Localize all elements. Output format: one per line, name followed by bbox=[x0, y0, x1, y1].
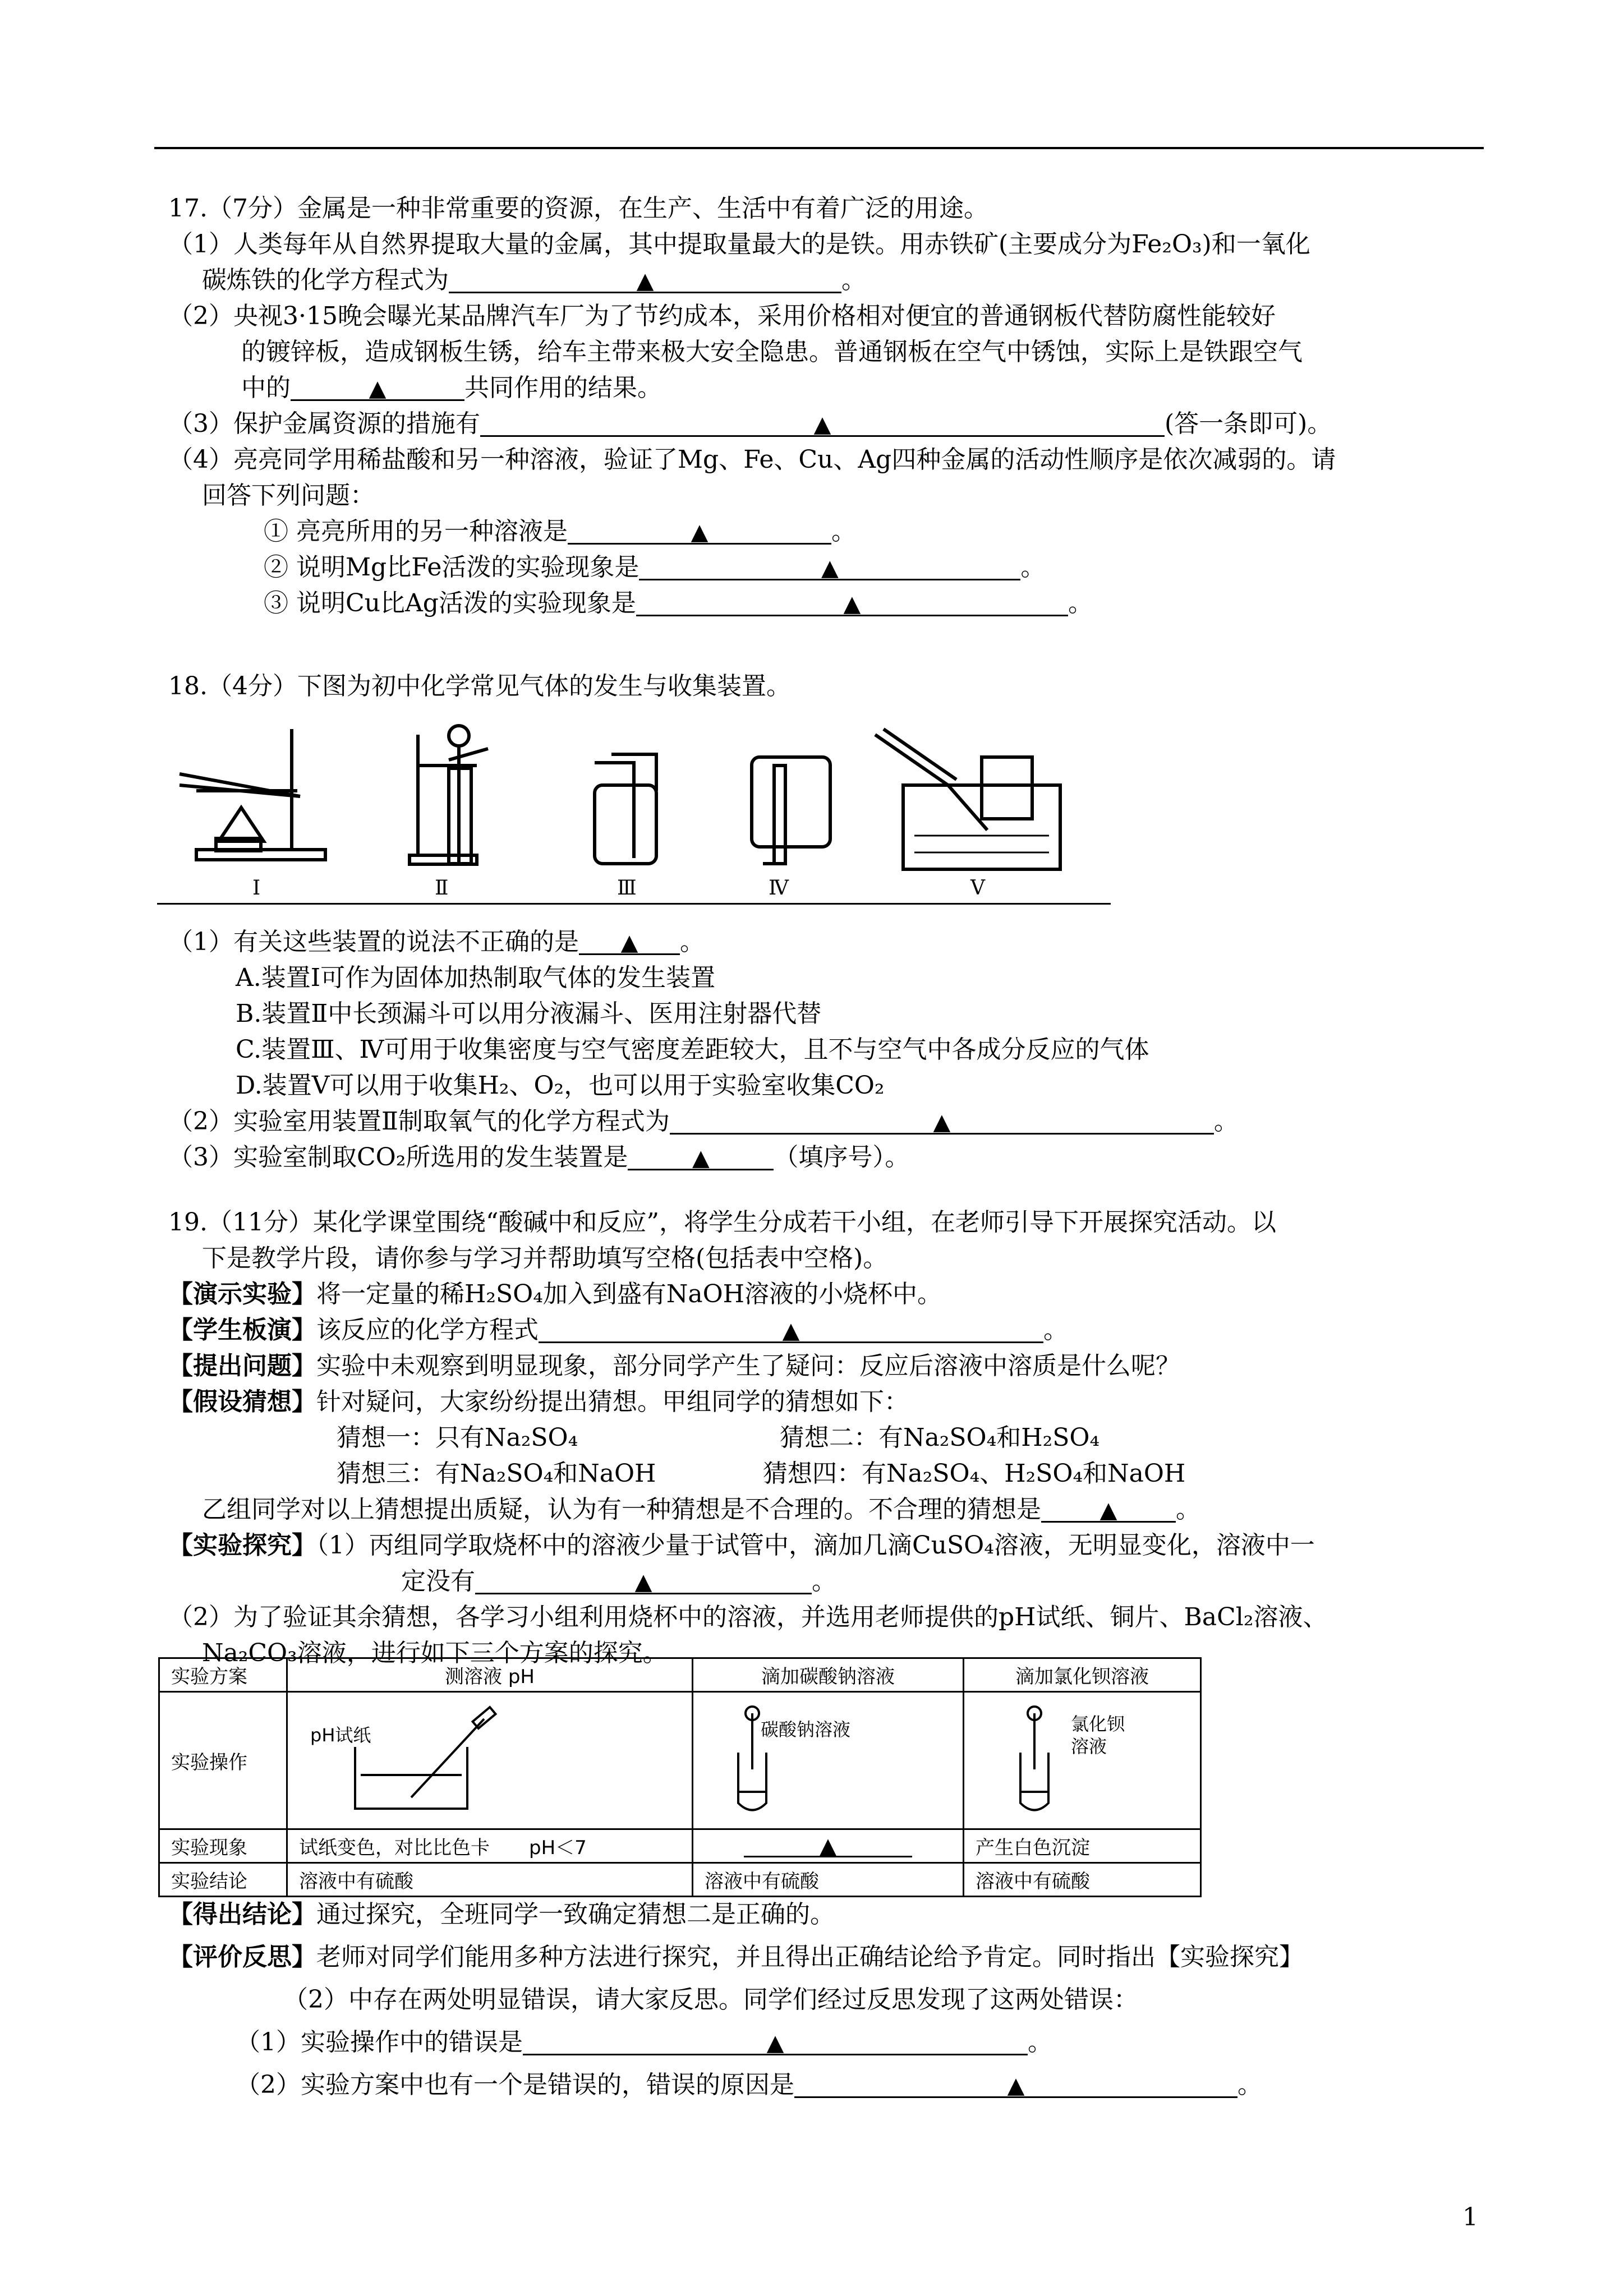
text: （填序号）。 bbox=[774, 1143, 910, 1172]
triangle-icon: ▲ bbox=[819, 1833, 837, 1859]
triangle-icon: ▲ bbox=[369, 376, 387, 402]
q19-guess-1: 猜想一：只有Na₂SO₄ bbox=[337, 1423, 578, 1452]
q17-s1 bbox=[264, 515, 856, 548]
answer-blank[interactable] bbox=[628, 1141, 774, 1170]
answer-blank[interactable] bbox=[539, 1313, 1043, 1343]
table-cell bbox=[287, 1829, 693, 1863]
triangle-icon: ▲ bbox=[634, 1569, 652, 1595]
q18-p1 bbox=[168, 925, 705, 959]
tag: 【学生板演】 bbox=[168, 1316, 316, 1344]
text: 。 bbox=[1028, 2028, 1052, 2057]
q17-p1b bbox=[202, 264, 866, 297]
q17-p3 bbox=[168, 407, 1332, 441]
apparatus-label: Ⅰ bbox=[252, 877, 261, 900]
text: 。 bbox=[1043, 1316, 1068, 1344]
answer-blank[interactable] bbox=[744, 1833, 912, 1857]
header-rule bbox=[154, 147, 1484, 149]
apparatus-2-icon bbox=[410, 726, 488, 864]
q18-optA: A.装置Ⅰ可作为固体加热制取气体的发生装置 bbox=[236, 963, 716, 992]
text: 。 bbox=[831, 517, 856, 546]
tag: 【实验探究】 bbox=[168, 1531, 316, 1560]
page-number: 1 bbox=[1462, 2203, 1478, 2232]
q18-optD: D.装置Ⅴ可以用于收集H₂、O₂，也可以用于实验室收集CO₂ bbox=[236, 1071, 885, 1100]
answer-blank[interactable] bbox=[291, 371, 464, 401]
apparatus-4-icon bbox=[752, 757, 830, 864]
text: 试纸变色，对比比色卡 bbox=[299, 1837, 490, 1859]
text: 针对疑问，大家纷纷提出猜想。甲组同学的猜想如下： bbox=[316, 1387, 909, 1416]
table-cell bbox=[693, 1829, 964, 1863]
q19-exp1a bbox=[168, 1529, 1315, 1562]
text: ② 说明Mg比Fe活泼的实验现象是 bbox=[264, 553, 640, 582]
q17-p1a: （1）人类每年从自然界提取大量的金属，其中提取量最大的是铁。用赤铁矿(主要成分为Fe₂O₃)和一氧化 bbox=[168, 230, 1310, 259]
apparatus-label: Ⅳ bbox=[769, 877, 789, 900]
text: （3）保护金属资源的措施有 bbox=[168, 409, 480, 438]
text: 定没有 bbox=[401, 1567, 475, 1596]
text: （1）实验操作中的错误是 bbox=[236, 2028, 523, 2057]
q17-p2b: 的镀锌板，造成钢板生锈，给车主带来极大安全隐患。普通钢板在空气中锈蚀，实际上是铁跟空气 bbox=[241, 338, 1303, 366]
reagent-label: 溶液 bbox=[1071, 1735, 1107, 1757]
table-header: 滴加碳酸钠溶液 bbox=[693, 1658, 964, 1692]
answer-blank[interactable] bbox=[480, 407, 1165, 437]
text: 该反应的化学方程式 bbox=[316, 1316, 539, 1344]
apparatus-3-icon bbox=[595, 754, 656, 864]
apparatus-label: Ⅲ bbox=[617, 877, 637, 900]
text: 乙组同学对以上猜想提出质疑，认为有一种猜想是不合理的。不合理的猜想是 bbox=[202, 1495, 1041, 1524]
q19-guess-2: 猜想二：有Na₂SO₄和H₂SO₄ bbox=[780, 1423, 1100, 1452]
text: 。 bbox=[1176, 1495, 1200, 1524]
reagent-label: 碳酸钠溶液 bbox=[761, 1718, 851, 1740]
dropper-tube-icon bbox=[976, 1702, 1166, 1814]
tag: 【评价反思】 bbox=[168, 1943, 316, 1971]
triangle-icon: ▲ bbox=[813, 412, 831, 437]
q19-title-a: 19.（11分）某化学课堂围绕“酸碱中和反应”，将学生分成若干小组，在老师引导下开展探究活动。以 bbox=[168, 1208, 1276, 1237]
q17-p2a: （2）央视3·15晚会曝光某品牌汽车厂为了节约成本，采用价格相对便宜的普通钢板代替防腐性能较好 bbox=[168, 302, 1276, 330]
table-cell bbox=[693, 1692, 964, 1829]
text: （2）实验方案中也有一个是错误的，错误的原因是 bbox=[236, 2071, 794, 2099]
ph-test-icon bbox=[299, 1702, 523, 1814]
apparatus-label: Ⅴ bbox=[970, 877, 985, 900]
q18-title: 18.（4分）下图为初中化学常见气体的发生与收集装置。 bbox=[168, 672, 791, 700]
text: 。 bbox=[812, 1567, 836, 1596]
table-row-label: 实验现象 bbox=[159, 1829, 287, 1863]
text: 将一定量的稀H₂SO₄加入到盛有NaOH溶液的小烧杯中。 bbox=[316, 1280, 942, 1308]
answer-blank[interactable] bbox=[670, 1105, 1214, 1135]
table-cell: 溶液中有硫酸 bbox=[964, 1863, 1201, 1897]
q18-optB: B.装置Ⅱ中长颈漏斗可以用分液漏斗、医用注射器代替 bbox=[236, 999, 822, 1028]
table-cell: 溶液中有硫酸 bbox=[287, 1863, 693, 1897]
dropper-tube-icon bbox=[705, 1702, 929, 1814]
text: ③ 说明Cu比Ag活泼的实验现象是 bbox=[264, 589, 636, 617]
text: 。 bbox=[1020, 553, 1046, 582]
table-header: 测溶液 pH bbox=[287, 1658, 693, 1692]
text: （1）丙组同学取烧杯中的溶液少量于试管中，滴加几滴CuSO₄溶液，无明显变化，溶液中一 bbox=[316, 1531, 1315, 1560]
q19-exp2a: （2）为了验证其余猜想，各学习小组利用烧杯中的溶液，并选用老师提供的pH试纸、铜片、BaCl₂溶液、 bbox=[168, 1603, 1328, 1631]
text: 中的 bbox=[241, 374, 291, 402]
table-cell bbox=[964, 1692, 1201, 1829]
q19-conclusion bbox=[168, 1898, 835, 1931]
answer-blank[interactable] bbox=[579, 925, 680, 955]
table-header: 滴加氯化钡溶液 bbox=[964, 1658, 1201, 1692]
triangle-icon: ▲ bbox=[843, 591, 861, 617]
tag: 【假设猜想】 bbox=[168, 1387, 316, 1416]
table-header: 实验方案 bbox=[159, 1658, 287, 1692]
q18-p2 bbox=[168, 1105, 1239, 1138]
triangle-icon: ▲ bbox=[691, 519, 709, 545]
triangle-icon: ▲ bbox=[620, 930, 638, 956]
text: 。 bbox=[1213, 1107, 1239, 1136]
ph-paper-label: pH试纸 bbox=[310, 1724, 371, 1746]
answer-blank[interactable] bbox=[449, 264, 841, 293]
q19-exp1b bbox=[401, 1565, 836, 1598]
answer-blank[interactable] bbox=[475, 1565, 812, 1594]
tag: 【得出结论】 bbox=[168, 1900, 316, 1929]
q19-r2 bbox=[236, 2068, 1262, 2102]
q17-p4a: （4）亮亮同学用稀盐酸和另一种溶液，验证了Mg、Fe、Cu、Ag四种金属的活动性顺序是依次减弱的。请 bbox=[168, 445, 1336, 474]
q18-optC: C.装置Ⅲ、Ⅳ可用于收集密度与空气密度差距较大，且不与空气中各成分反应的气体 bbox=[236, 1035, 1149, 1064]
q19-exp2b: Na₂CO₃溶液，进行如下三个方案的探究。 bbox=[202, 1639, 668, 1667]
q19-guess-3: 猜想三：有Na₂SO₄和NaOH bbox=[337, 1459, 656, 1488]
q19-hyp bbox=[168, 1385, 909, 1419]
answer-blank[interactable] bbox=[636, 587, 1068, 616]
answer-blank[interactable] bbox=[568, 515, 831, 545]
q17-title: 17.（7分）金属是一种非常重要的资源，在生产、生活中有着广泛的用途。 bbox=[168, 194, 988, 223]
text: （1）有关这些装置的说法不正确的是 bbox=[168, 928, 579, 956]
apparatus-figure bbox=[163, 723, 1099, 903]
q18-p3 bbox=[168, 1141, 909, 1174]
q19-question bbox=[168, 1349, 1180, 1383]
text: 碳炼铁的化学方程式为 bbox=[202, 266, 449, 294]
text: 。 bbox=[1068, 589, 1093, 617]
triangle-icon: ▲ bbox=[933, 1109, 951, 1135]
text: 共同作用的结果。 bbox=[464, 374, 662, 402]
figure-underline bbox=[157, 903, 1111, 905]
q19-reflect-a bbox=[168, 1940, 1304, 1974]
text: (答一条即可)。 bbox=[1165, 409, 1332, 438]
q17-p4b: 回答下列问题： bbox=[202, 481, 375, 510]
apparatus-5-icon bbox=[875, 729, 1060, 869]
apparatus-1-icon bbox=[180, 729, 325, 860]
text: ① 亮亮所用的另一种溶液是 bbox=[264, 517, 568, 546]
text: （3）实验室制取CO₂所选用的发生装置是 bbox=[168, 1143, 628, 1172]
text: 通过探究，全班同学一致确定猜想二是正确的。 bbox=[316, 1900, 835, 1929]
q17-p2c bbox=[241, 371, 662, 405]
answer-blank[interactable] bbox=[794, 2068, 1237, 2098]
q19-title-b: 下是教学片段，请你参与学习并帮助填写空格(包括表中空格)。 bbox=[202, 1244, 888, 1273]
apparatus-label: Ⅱ bbox=[435, 877, 449, 900]
answer-blank[interactable] bbox=[523, 2026, 1028, 2055]
reagent-label: 氯化钡 bbox=[1071, 1713, 1125, 1735]
text: 实验中未观察到明显现象，部分同学产生了疑问：反应后溶液中溶质是什么呢？ bbox=[316, 1352, 1180, 1380]
text: 。 bbox=[1237, 2071, 1262, 2099]
text: （2）实验室用装置Ⅱ制取氧气的化学方程式为 bbox=[168, 1107, 670, 1136]
triangle-icon: ▲ bbox=[766, 2030, 784, 2056]
q19-reflect-b: （2）中存在两处明显错误，请大家反思。同学们经过反思发现了这两处错误： bbox=[283, 1985, 1138, 2014]
text: 。 bbox=[680, 928, 705, 956]
table-cell: 溶液中有硫酸 bbox=[693, 1863, 964, 1897]
experiment-table bbox=[158, 1657, 1202, 1897]
triangle-icon: ▲ bbox=[692, 1145, 710, 1171]
table-cell: 产生白色沉淀 bbox=[964, 1829, 1201, 1863]
q19-board bbox=[168, 1313, 1068, 1347]
tag: 【演示实验】 bbox=[168, 1280, 316, 1308]
answer-blank[interactable] bbox=[1041, 1493, 1176, 1523]
q17-s3 bbox=[264, 587, 1093, 620]
q19-guess-4: 猜想四：有Na₂SO₄、H₂SO₄和NaOH bbox=[763, 1459, 1186, 1488]
tag: 【提出问题】 bbox=[168, 1352, 316, 1380]
triangle-icon: ▲ bbox=[821, 555, 839, 581]
table-cell bbox=[287, 1692, 693, 1829]
q19-demo bbox=[168, 1278, 942, 1311]
text: 老师对同学们能用多种方法进行探究，并且得出正确结论给予肯定。同时指出【实验探究】 bbox=[316, 1943, 1304, 1971]
answer-blank[interactable] bbox=[639, 551, 1020, 580]
q19-r1 bbox=[236, 2026, 1052, 2059]
text: 。 bbox=[841, 266, 866, 294]
text: pH＜7 bbox=[529, 1837, 587, 1859]
table-row-label: 实验操作 bbox=[159, 1692, 287, 1829]
table-row-label: 实验结论 bbox=[159, 1863, 287, 1897]
q19-yi bbox=[202, 1493, 1200, 1527]
triangle-icon: ▲ bbox=[782, 1318, 800, 1344]
triangle-icon: ▲ bbox=[1099, 1497, 1117, 1523]
q17-s2 bbox=[264, 551, 1045, 584]
triangle-icon: ▲ bbox=[636, 268, 654, 294]
triangle-icon: ▲ bbox=[1007, 2073, 1025, 2099]
